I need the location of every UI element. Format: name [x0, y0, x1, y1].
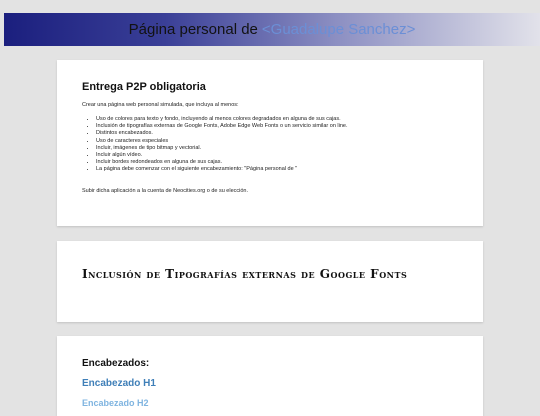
- assignment-intro: Crear una página web personal simulada, que incluya al menos:: [82, 102, 239, 108]
- page-title-name: <Guadalupe Sanchez>: [261, 21, 416, 38]
- fonts-card: [57, 241, 483, 322]
- page-header-banner: [4, 13, 540, 46]
- assignment-footer: Subir dicha aplicación a la cuenta de Neocities.org o de su elección.: [82, 188, 249, 194]
- requirement-item: • Distintos encabezados.: [96, 130, 348, 137]
- requirement-item: • Incluir algún vídeo.: [96, 152, 348, 159]
- fonts-section-title: Inclusión de Tipografías externas de Google Fonts: [82, 267, 408, 281]
- requirement-item: • Incluir bordes redondeados en alguna de sus cajas.: [96, 159, 348, 166]
- requirement-item: • Incluir, imágenes de tipo bitmap y vectorial.: [96, 145, 348, 152]
- headings-section-title: Encabezados:: [82, 358, 150, 369]
- requirements-list: [82, 116, 348, 174]
- requirement-item: • La página debe comenzar con el siguiente encabezamiento: "Página personal de ": [96, 166, 348, 173]
- requirement-item: • Uso de colores para texto y fondo, incluyendo al menos colores degradados en alguna de sus cajas.: [96, 116, 348, 123]
- sample-heading-h1: Encabezado H1: [82, 378, 156, 389]
- assignment-card: [57, 60, 483, 226]
- assignment-title: Entrega P2P obligatoria: [82, 81, 206, 93]
- sample-heading-h2: Encabezado H2: [82, 398, 149, 408]
- requirement-item: • Uso de caracteres especiales: [96, 138, 348, 145]
- page-title-prefix: Página personal de: [128, 21, 258, 38]
- headings-card: [57, 336, 483, 416]
- requirement-item: • Inclusión de tipografías externas de Google Fonts, Adobe Edge Web Fonts o un servicio similar on line.: [96, 123, 348, 130]
